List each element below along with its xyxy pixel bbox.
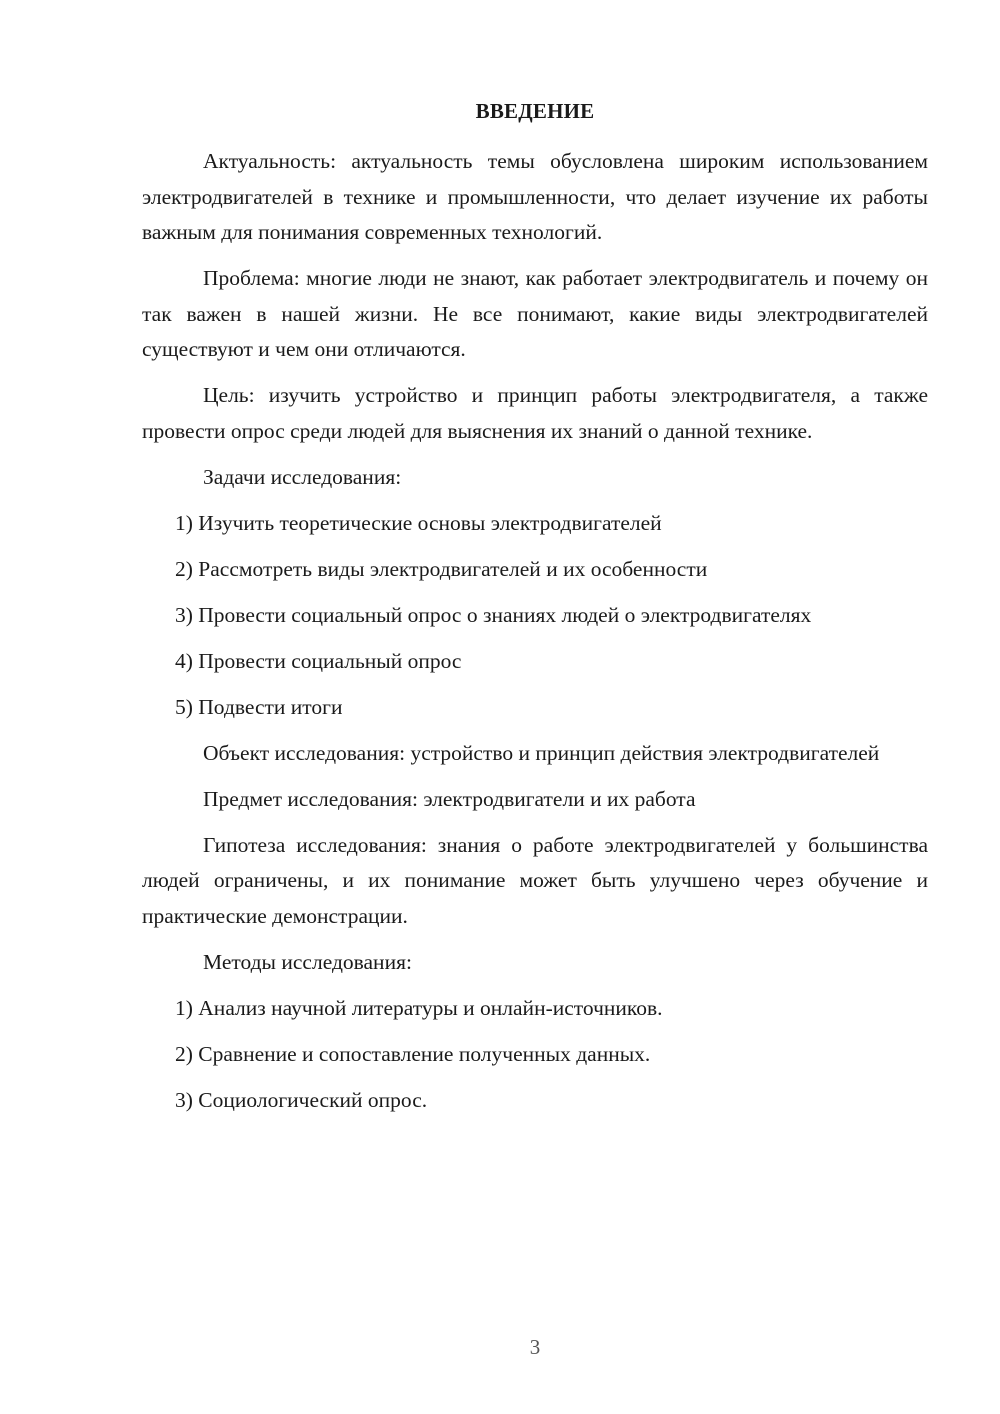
page-title: ВВЕДЕНИЕ [475, 99, 595, 123]
goal-paragraph: Цель: изучить устройство и принцип работы электродвигателя, а также провести опрос среди людей для выяснения их знаний о данной технике. [142, 383, 928, 443]
method-item: 1) Анализ научной литературы и онлайн-источников. [175, 995, 663, 1020]
task-item: 4) Провести социальный опрос [175, 648, 462, 673]
task-item: 1) Изучить теоретические основы электродвигателей [175, 510, 662, 535]
task-item: 5) Подвести итоги [175, 694, 343, 719]
methods-heading: Методы исследования: [203, 949, 412, 974]
relevance-paragraph: Актуальность: актуальность темы обусловлена широким использованием электродвигателей в технике и промышленности, что делает изучение их работы важным для понимания современных технологий. [142, 149, 928, 244]
subject-paragraph: Предмет исследования: электродвигатели и их работа [203, 786, 696, 811]
object-paragraph: Объект исследования: устройство и принцип действия электродвигателей [203, 740, 880, 765]
method-item: 2) Сравнение и сопоставление полученных данных. [175, 1041, 651, 1066]
document-body [142, 144, 928, 1129]
hypothesis-paragraph: Гипотеза исследования: знания о работе электродвигателей у большинства людей ограничены, и их понимание может быть улучшено через обучение и практические демонстрации. [142, 832, 928, 928]
task-item: 3) Провести социальный опрос о знаниях людей о электродвигателях [175, 602, 812, 627]
tasks-heading: Задачи исследования: [203, 464, 402, 489]
task-item: 2) Рассмотреть виды электродвигателей и их особенности [175, 556, 708, 581]
method-item: 3) Социологический опрос. [175, 1087, 428, 1112]
page-number: 3 [529, 1335, 541, 1359]
problem-paragraph: Проблема: многие люди не знают, как работает электродвигатель и почему он так важен в нашей жизни. Не все понимают, какие виды электродвигателей существуют и чем они отличаются. [142, 266, 928, 361]
